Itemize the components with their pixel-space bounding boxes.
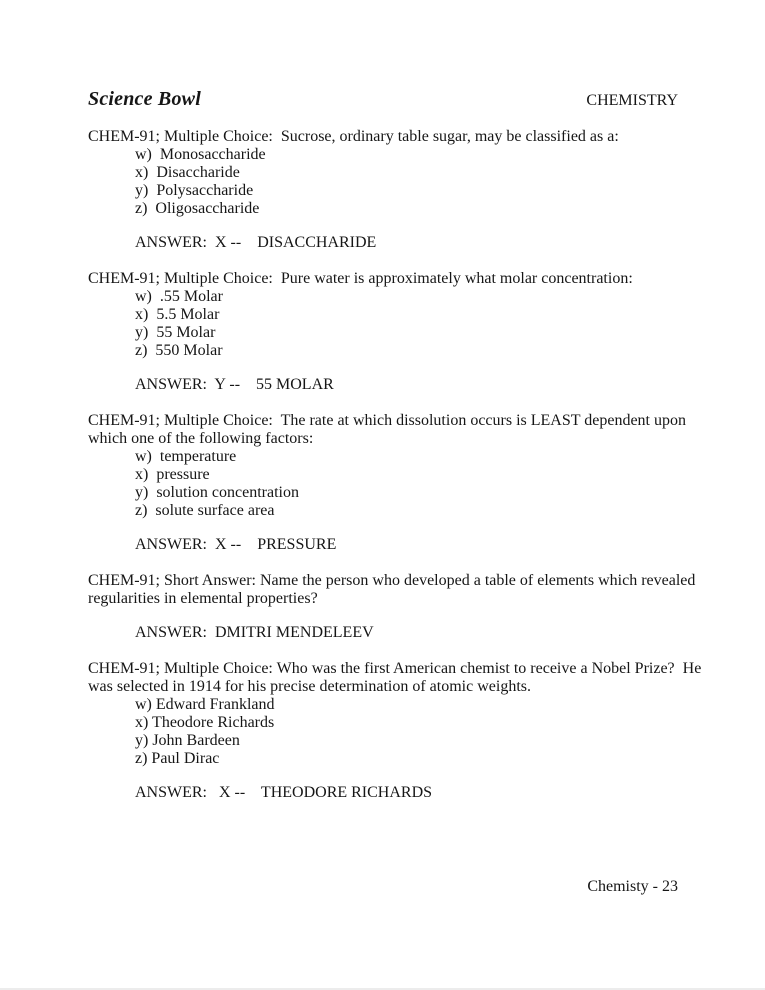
subject-label: CHEMISTRY (586, 92, 678, 109)
answer-line: ANSWER: X -- DISACCHARIDE (135, 234, 377, 251)
question-stem-line: CHEM-91; Multiple Choice: The rate at which dissolution occurs is LEAST dependent upon (88, 412, 686, 429)
question-option: y) Polysaccharide (135, 182, 254, 199)
question-stem-line: was selected in 1914 for his precise determination of atomic weights. (88, 678, 531, 695)
question-options (135, 288, 678, 360)
question-option: w) Edward Frankland (135, 696, 275, 713)
question-block (88, 270, 678, 394)
question-option: x) pressure (135, 466, 210, 483)
question-stem-line: CHEM-91; Multiple Choice: Sucrose, ordinary table sugar, may be classified as a: (88, 128, 619, 145)
question-option: z) Paul Dirac (135, 750, 220, 767)
question-block (88, 412, 686, 554)
question-options (135, 448, 678, 520)
question-option: z) solute surface area (135, 502, 275, 519)
question-option: x) 5.5 Molar (135, 306, 220, 323)
question-stem (88, 412, 686, 448)
question-option: w) .55 Molar (135, 288, 223, 305)
question-options (135, 146, 678, 218)
question-stem-line: regularities in elemental properties? (88, 590, 318, 607)
question-option: w) temperature (135, 448, 237, 465)
page-footer: Chemisty - 23 (587, 878, 678, 895)
answer-line: ANSWER: X -- THEODORE RICHARDS (135, 784, 433, 801)
question-stem (88, 660, 702, 696)
question-block (88, 128, 678, 252)
question-option: z) 550 Molar (135, 342, 223, 359)
answer-line: ANSWER: Y -- 55 MOLAR (135, 376, 334, 393)
question-options (135, 696, 678, 768)
page-header (88, 87, 678, 113)
question-option: y) John Bardeen (135, 732, 240, 749)
question-stem-line: CHEM-91; Multiple Choice: Who was the first American chemist to receive a Nobel Prize? He (88, 660, 702, 677)
answer-line: ANSWER: X -- PRESSURE (135, 536, 337, 553)
question-option: w) Monosaccharide (135, 146, 266, 163)
question-stem-line: CHEM-91; Multiple Choice: Pure water is approximately what molar concentration: (88, 270, 633, 287)
question-stem-line: CHEM-91; Short Answer: Name the person who developed a table of elements which revealed (88, 572, 696, 589)
question-option: x) Disaccharide (135, 164, 240, 181)
question-option: y) solution concentration (135, 484, 299, 501)
question-stem (88, 128, 678, 146)
page-title: Science Bowl (88, 88, 201, 110)
question-stem (88, 572, 696, 608)
question-option: y) 55 Molar (135, 324, 216, 341)
questions-list (88, 128, 702, 802)
answer-line: ANSWER: DMITRI MENDELEEV (135, 624, 374, 641)
question-block (88, 660, 702, 802)
question-stem (88, 270, 678, 288)
question-option: x) Theodore Richards (135, 714, 275, 731)
question-option: z) Oligosaccharide (135, 200, 260, 217)
question-block (88, 572, 696, 642)
question-stem-line: which one of the following factors: (88, 430, 314, 447)
